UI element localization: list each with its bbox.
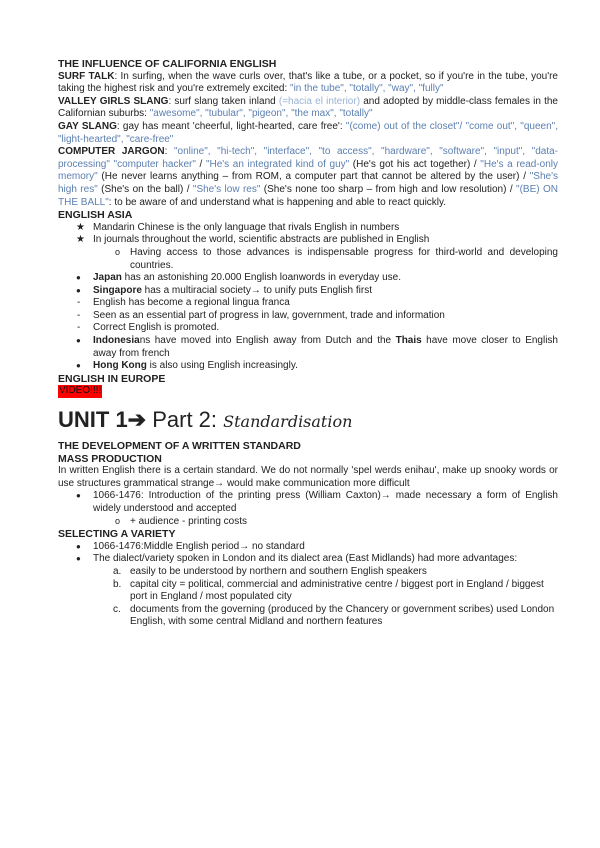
list-item: [58, 285, 558, 298]
valley-examples: "awesome", "tubular", "pigeon", "the max", "totally": [149, 108, 373, 120]
list-item: - Seen as an essential part of progress in law, government, trade and information: [58, 310, 558, 323]
paragraph-computer-jargon: [58, 146, 558, 209]
list-item: ★ Mandarin Chinese is the only language that rivals English in numbers: [58, 222, 558, 235]
mass-production-sublist: [58, 516, 558, 529]
list-item: o + audience - printing costs: [58, 516, 558, 529]
list-item: [58, 604, 558, 629]
video-highlight: VIDEO!!!!: [59, 385, 102, 397]
comp-gloss-5: (She's none too sharp – from high and low resolution) /: [260, 183, 517, 195]
comp-examples: "online", "hi-tech", "interface", "to access", "hardware", "software", "input", "data-processing" "computer hacker": [58, 146, 558, 170]
comp-example-5: "She's low res": [192, 183, 261, 195]
surf-text: : In surfing, when the wave curls over, that's like a tube, or a pocket, so if you're in the tube, you're taking the highest risk and you're extremely excited:: [58, 70, 558, 95]
indonesia-label: Indonesia: [93, 335, 140, 347]
subsection-selecting-variety: SELECTING A VARIETY: [58, 528, 176, 541]
comp-example-4: "She's high res": [58, 171, 558, 195]
comp-example-2: "He's an integrated kind of guy": [205, 158, 350, 170]
section-title-written-standard: THE DEVELOPMENT OF A WRITTEN STANDARD: [58, 440, 301, 453]
document-page: [58, 58, 558, 629]
surf-examples: "in the tube", "totally", "way", "fully": [290, 83, 444, 95]
list-letter: c.: [113, 603, 121, 615]
list-item: ● 1066-1476: Introduction of the printing press (William Caxton)→ made necessary a form of English widely understood and accepted: [58, 490, 558, 515]
advantages-list: [58, 566, 558, 629]
label-surf-talk: SURF TALK: [58, 70, 115, 82]
unit-part: Part 2:: [146, 407, 224, 433]
japan-text: has an astonishing 20.000 English loanwords in everyday use.: [121, 272, 401, 284]
unit-number: UNIT 1➔: [58, 407, 147, 433]
list-item: ★ In journals throughout the world, scientific abstracts are published in English: [58, 234, 558, 247]
paragraph-surf-talk: [58, 71, 558, 96]
comp-example-6: "(BE) ON THE BALL": [58, 183, 558, 208]
valley-note: (=hacia el interior): [278, 95, 361, 107]
thais-label: Thais: [395, 335, 422, 347]
hong-kong-text: is also using English increasingly.: [146, 360, 298, 372]
label-computer-jargon: COMPUTER JARGON: [58, 146, 165, 158]
paragraph-valley-girls: [58, 96, 558, 121]
paragraph-gay-slang: [58, 121, 558, 146]
hong-kong-label: Hong Kong: [93, 360, 147, 372]
asia-bullet-list-1: [58, 272, 558, 297]
list-item: [58, 360, 558, 373]
section-title-california: THE INFLUENCE OF CALIFORNIA ENGLISH: [58, 58, 277, 70]
valley-text-1: : surf slang taken inland: [168, 95, 279, 107]
list-item: [58, 272, 558, 285]
list-letter: b.: [113, 578, 122, 590]
advantage-c: documents from the governing (produced by the Chancery or government scribes) used London English, with some central Midland and northern features: [130, 603, 555, 628]
gay-text: : gay has meant 'cheerful, light-hearted, care free':: [116, 120, 346, 132]
comp-example-3: "He's a read-only memory": [58, 158, 559, 183]
indonesia-text-2: have move closer to English away from french: [93, 335, 558, 359]
video-line: [58, 385, 558, 398]
list-item: ● The dialect/variety spoken in London and its dialect area (East Midlands) had more advantages:: [58, 553, 558, 566]
subsection-mass-production: MASS PRODUCTION: [58, 452, 162, 465]
asia-star-list: [58, 222, 558, 247]
asia-dash-list: [58, 297, 558, 335]
list-item: [58, 566, 558, 579]
label-gay-slang: GAY SLANG: [58, 120, 117, 132]
mass-production-list: [58, 490, 558, 515]
advantage-b: capital city = political, commercial and administrative centre / biggest port in England / biggest port in England / most populated city: [130, 578, 544, 603]
list-item: ● 1066-1476:Middle English period→ no standard: [58, 541, 558, 554]
list-letter: a.: [113, 565, 122, 577]
gay-examples: "(come) out of the closet"/ "come out", "queen", "light-hearted", "care-free": [58, 120, 558, 145]
comp-text: :: [164, 146, 174, 158]
comp-gloss-4: (She's on the ball) /: [97, 183, 193, 195]
indonesia-text-1: ns have moved into English away from Dutch and the: [139, 335, 396, 347]
section-title-english-asia: ENGLISH ASIA: [58, 209, 133, 222]
comp-sep: /: [195, 158, 206, 170]
list-item: o Having access to those advances is indispensable progress for third-world and developing countries.: [58, 247, 558, 272]
comp-gloss-6: : to be aware of and understand what is happening and able to react quickly.: [108, 196, 447, 208]
list-item: - Correct English is promoted.: [58, 322, 558, 335]
asia-bullet-list-2: [58, 335, 558, 373]
unit-topic: Standardisation: [223, 412, 353, 432]
asia-circle-list: [58, 247, 558, 272]
comp-gloss-2: (He's got his act together) /: [349, 158, 481, 170]
list-item: [58, 335, 558, 360]
list-item: [58, 579, 558, 604]
section-title-english-europe: ENGLISH IN EUROPE: [58, 372, 166, 385]
singapore-label: Singapore: [93, 284, 142, 296]
comp-gloss-3: (He never learns anything – from ROM, a computer part that cannot be altered by the user) /: [97, 171, 530, 183]
unit-heading: [58, 407, 558, 435]
singapore-text: has a multiracial society→ to unify puts English first: [141, 284, 372, 296]
japan-label: Japan: [93, 272, 122, 284]
list-item: - English has become a regional lingua franca: [58, 297, 558, 310]
valley-text-2: and adopted by middle-class females in the Californian suburbs:: [58, 95, 558, 120]
paragraph-mass-production: In written English there is a certain standard. We do not normally 'spel werds enihau', make up snooky words or use structures grammatical strange→ would make communication more difficult: [58, 465, 558, 489]
label-valley-girls: VALLEY GIRLS SLANG: [58, 95, 169, 107]
advantage-a: easily to be understood by northern and southern English speakers: [130, 565, 427, 577]
selecting-variety-list: [58, 541, 558, 566]
